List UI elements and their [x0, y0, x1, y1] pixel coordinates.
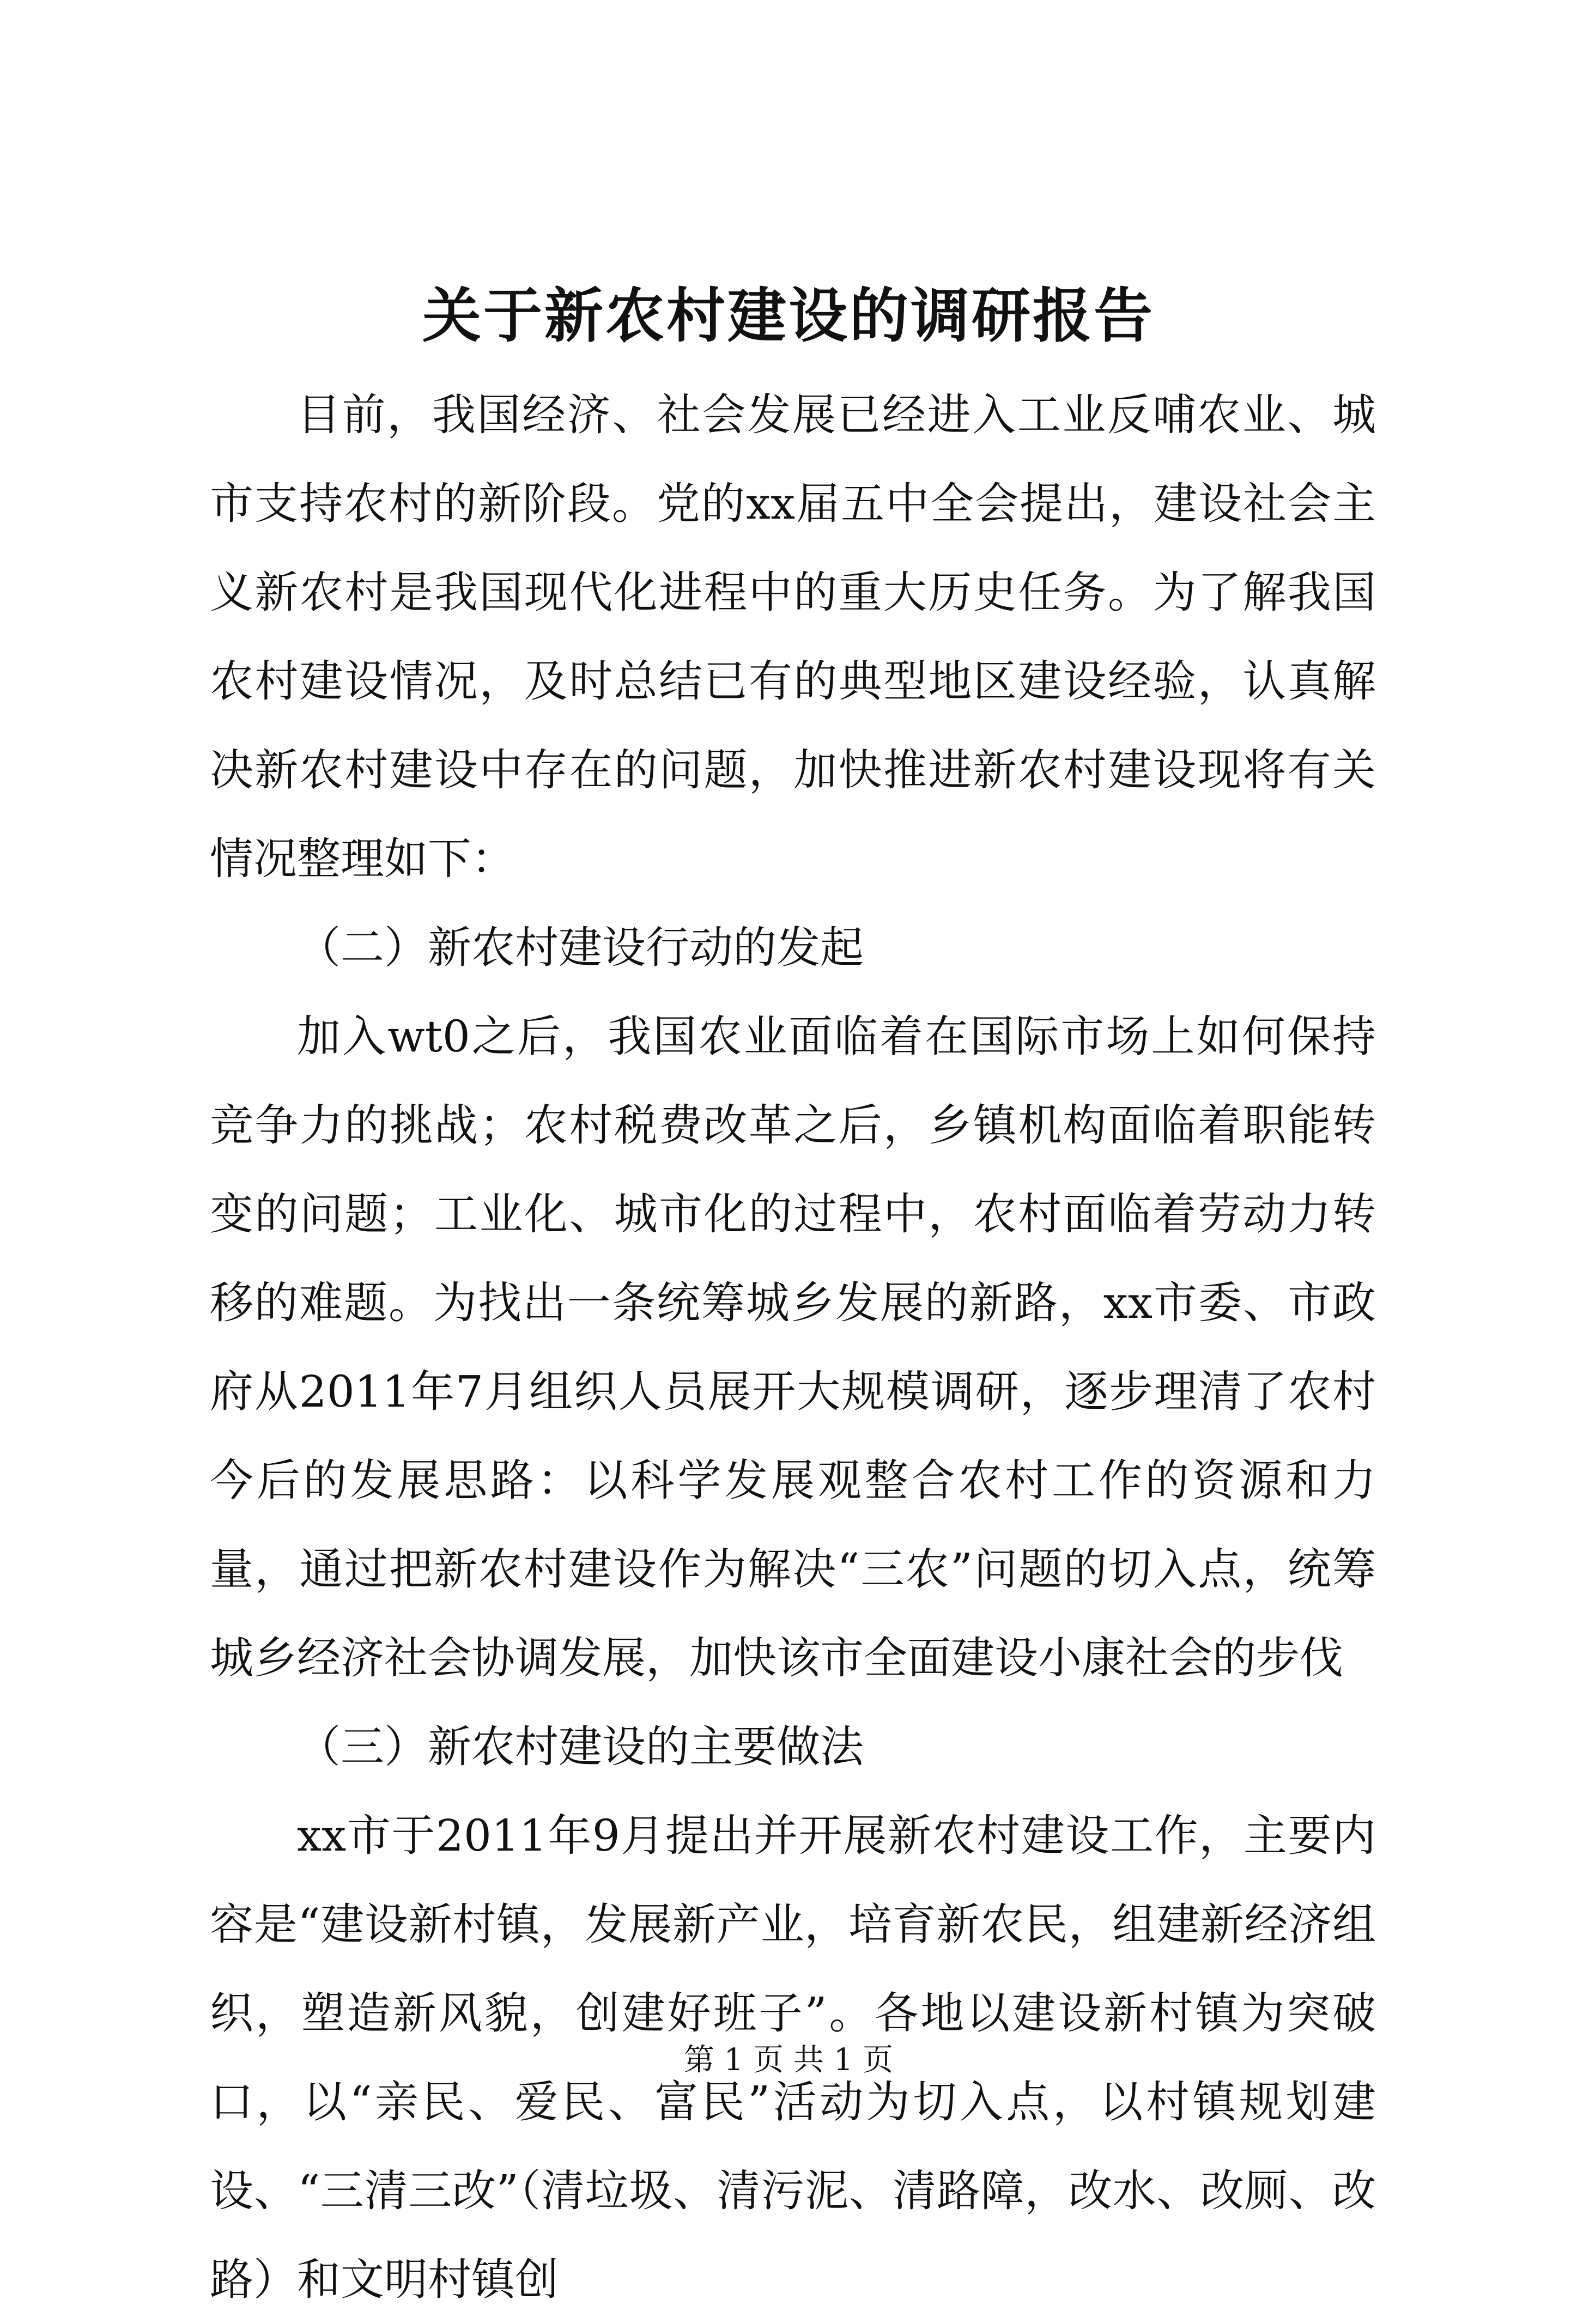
- section-3-paragraph: xx市于2011年9月提出并开展新农村建设工作，主要内容是“建设新村镇，发展新产业，培育新农民，组建新经济组织，塑造新风貌，创建好班子”。各地以建设新村镇为突破口，以“亲民、爱民、富民”活动为切入点，以村镇规划建设、“三清三改”（清垃圾、清污泥、清路障，改水、改厕、改路）和文明村镇创: [210, 1810, 1376, 2305]
- page-footer: 第 1 页 共 1 页: [683, 2042, 894, 2078]
- section-heading-2: （二）新农村建设行动的发起: [297, 922, 864, 973]
- document-body: [210, 370, 1376, 2324]
- document-title: 关于新农村建设的调研报告: [422, 282, 1155, 350]
- intro-paragraph: 目前，我国经济、社会发展已经进入工业反哺农业、城市支持农村的新阶段。党的xx届五中全会提出，建设社会主义新农村是我国现代化进程中的重大历史任务。为了解我国农村建设情况，及时总结已有的典型地区建设经验，认真解决新农村建设中存在的问题，加快推进新农村建设现将有关情况整理如下：: [210, 390, 1376, 884]
- section-2-paragraph: 加入wt0之后，我国农业面临着在国际市场上如何保持竞争力的挑战；农村税费改革之后，乡镇机构面临着职能转变的问题；工业化、城市化的过程中，农村面临着劳动力转移的难题。为找出一条统筹城乡发展的新路，xx市委、市政府从2011年7月组织人员展开大规模调研，逐步理清了农村今后的发展思路：以科学发展观整合农村工作的资源和力量，通过把新农村建设作为解决“三农”问题的切入点，统筹城乡经济社会协调发展，加快该市全面建设小康社会的步伐: [210, 1011, 1376, 1683]
- section-heading-3: （三）新农村建设的主要做法: [297, 1721, 864, 1772]
